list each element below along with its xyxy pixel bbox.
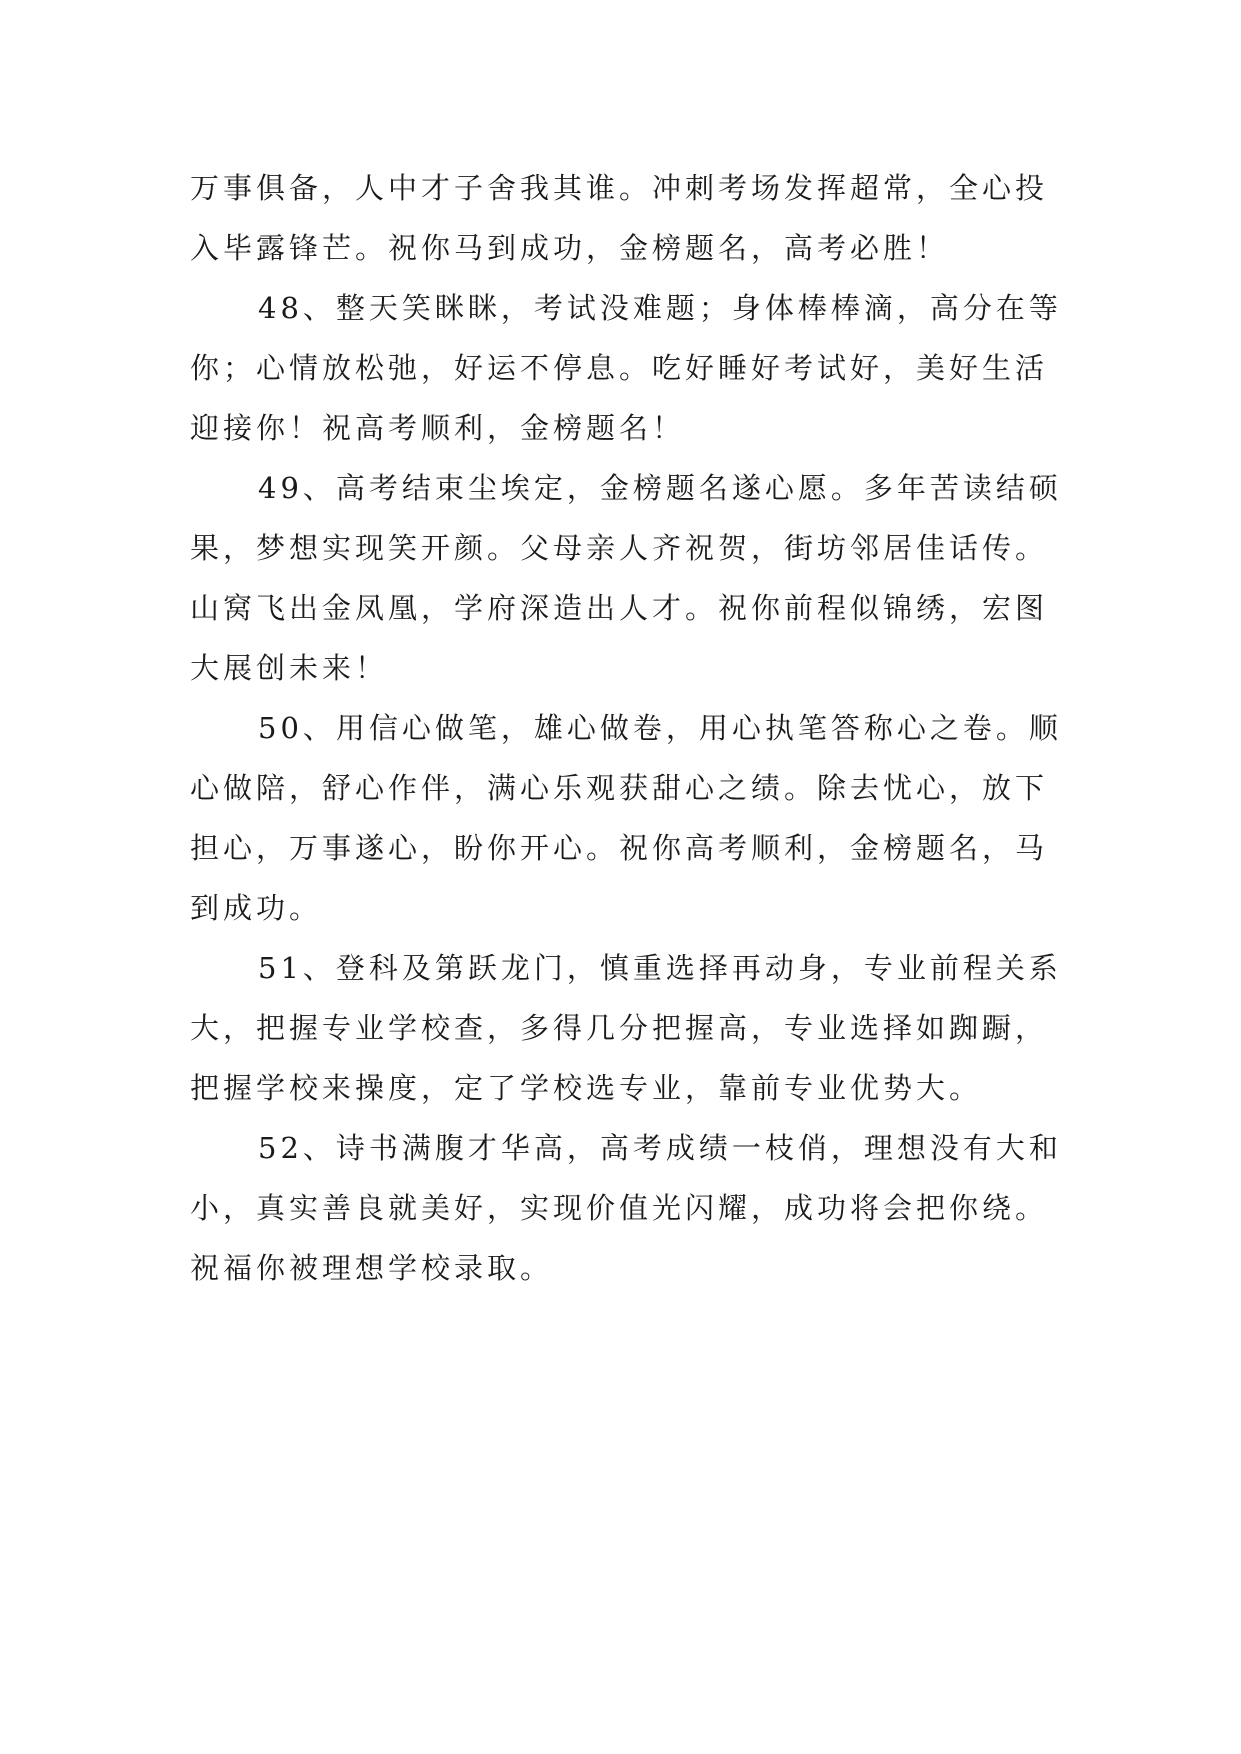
text-line: 祝福你被理想学校录取。 xyxy=(190,1251,554,1285)
paragraph-48-start: 48、整天笑眯眯，考试没难题；身体棒棒滴，高分在等 xyxy=(258,291,1062,325)
text-line: 小，真实善良就美好，实现价值光闪耀，成功将会把你绕。 xyxy=(190,1191,1049,1225)
paragraph-52-start: 52、诗书满腹才华高，高考成绩一枝俏，理想没有大和 xyxy=(258,1131,1062,1165)
text-line: 大，把握专业学校查，多得几分把握高，专业选择如踟蹰， xyxy=(190,1011,1049,1045)
text-line: 万事俱备，人中才子舍我其谁。冲刺考场发挥超常，全心投 xyxy=(190,171,1049,205)
paragraph-49-start: 49、高考结束尘埃定，金榜题名遂心愿。多年苦读结硕 xyxy=(258,471,1062,505)
text-line: 山窝飞出金凤凰，学府深造出人才。祝你前程似锦绣，宏图 xyxy=(190,591,1049,625)
paragraph-50-start: 50、用信心做笔，雄心做卷，用心执笔答称心之卷。顺 xyxy=(258,711,1062,745)
paragraph-51-start: 51、登科及第跃龙门，慎重选择再动身，专业前程关系 xyxy=(258,951,1062,985)
text-line: 果，梦想实现笑开颜。父母亲人齐祝贺，街坊邻居佳话传。 xyxy=(190,531,1049,565)
text-line: 入毕露锋芒。祝你马到成功，金榜题名，高考必胜！ xyxy=(190,231,950,265)
text-line: 你；心情放松弛，好运不停息。吃好睡好考试好，美好生活 xyxy=(190,351,1049,385)
document-body xyxy=(190,158,1060,1298)
text-line: 担心，万事遂心，盼你开心。祝你高考顺利，金榜题名，马 xyxy=(190,831,1049,865)
text-line: 大展创未来！ xyxy=(190,651,389,685)
text-line: 把握学校来操度，定了学校选专业，靠前专业优势大。 xyxy=(190,1071,983,1105)
text-line: 迎接你！祝高考顺利，金榜题名！ xyxy=(190,411,686,445)
text-line: 心做陪，舒心作伴，满心乐观获甜心之绩。除去忧心，放下 xyxy=(190,771,1049,805)
text-line: 到成功。 xyxy=(190,891,323,925)
